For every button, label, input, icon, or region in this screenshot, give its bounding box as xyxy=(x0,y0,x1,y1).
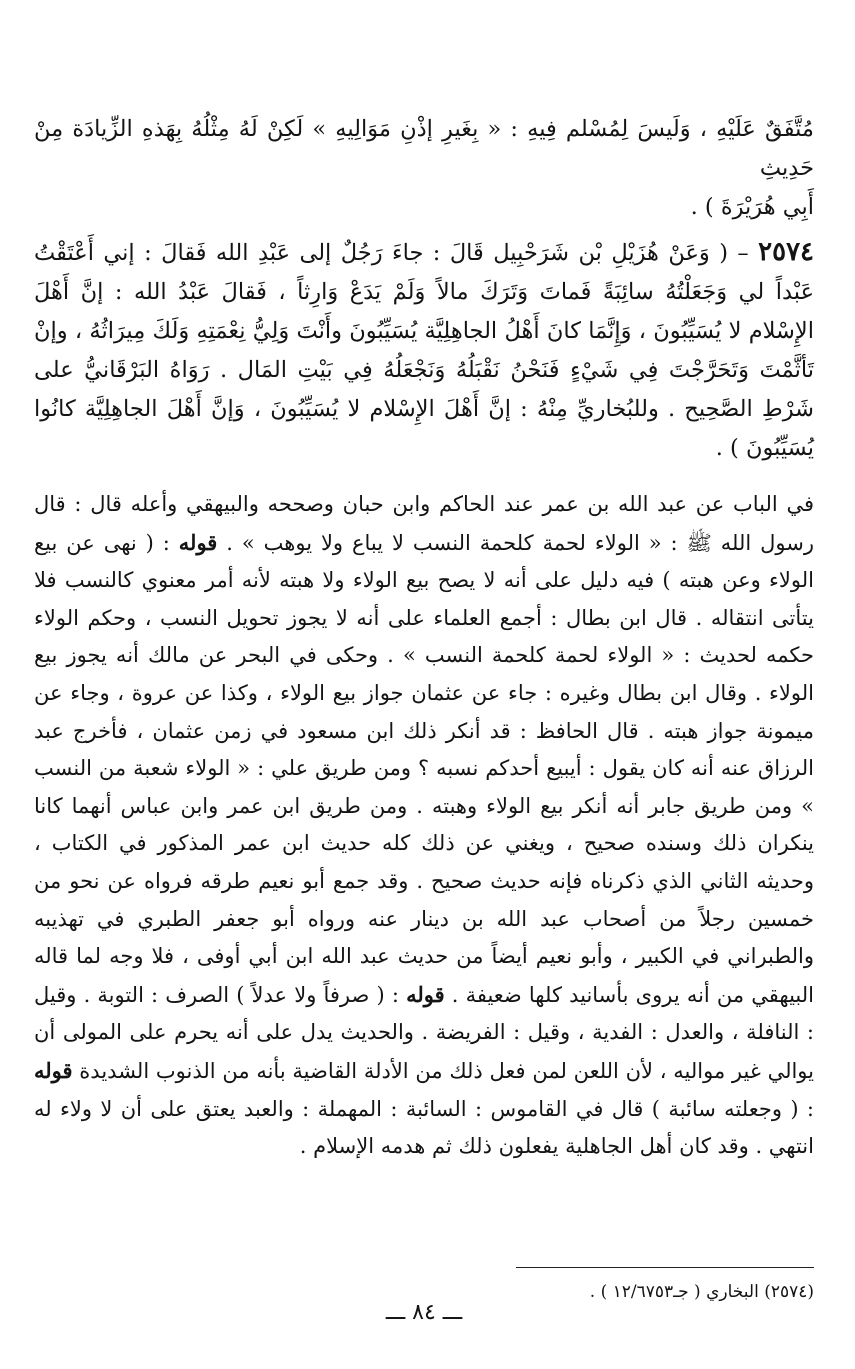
page-number: ـــ ٨٤ ـــ xyxy=(385,1300,463,1325)
previous-hadith-tail-line1: مُتَّفَقٌ عَلَيْهِ ، وَلَيسَ لِمُسْلم فِيهِ : « بِغَيرِ إذْنِ مَوَالِيهِ » لَكِنْ لَهُ مِثْلُهُ بِهَذهِ الزِّيادَة مِنْ حَدِيثِ xyxy=(34,116,814,181)
previous-hadith-tail-line2: أَبِي هُرَيْرَةَ ) . xyxy=(690,194,814,220)
hadith-text xyxy=(34,233,814,468)
commentary-part-3: : ( صرفاً ولا عدلاً ) الصرف : التوبة . وقيل : النافلة ، والعدل : الفدية ، وقيل : الفريضة . والحديث يدل على أنه يحرم على المولى أن يوالي غير مواليه ، لأن اللعن لمن فعل ذلك من الأدلة القاضية بأنه من الذنوب الشديدة xyxy=(34,982,815,1083)
hadith-number: ٢٥٧٤ xyxy=(758,237,814,267)
hadith-body: – ( وَعَنْ هُزَيْلِ بْن شَرَحْبِيل قَالَ : جاءَ رَجُلٌ إلى عَبْدِ الله فَقالَ : إني أَعْتَقْتُ عَبْداً لي وَجَعَلْتُهُ سائِبَةً فَماتَ وَتَرَكَ مالاً وَلَمْ يَدَعْ وَارِثاً ، فَقالَ عَبْدُ الله : إنَّ أَهْلَ الإِسْلام لا يُسَيِّبُونَ ، وَإِنَّمَا كانَ أَهْلُ الجاهِلِيَّة يُسَيِّبُونَ وأَنْتَ وَلِيُّ نِعْمَتِهِ وَلَكَ مِيرَاثُهُ ، وإنْ تَأثَّمْتَ وَتَحَرَّجْتَ فِي شَيْءٍ فَنَحْنُ نَقْبَلُهُ وَنَجْعَلُهُ فِي بَيْتِ المَال . رَوَاهُ البَرْقَانيُّ على شَرْطِ الصَّحِيح . وللبُخاريِّ مِنْهُ : إنَّ أَهْلَ الإِسْلام لا يُسَيِّبُونَ ، وَإنَّ أَهْلَ الجاهِلِيَّة كانُوا يُسَيِّبُونَ ) . xyxy=(34,240,814,461)
footnote-divider xyxy=(516,1267,814,1268)
keyword-qawluhu: قوله xyxy=(34,1057,73,1083)
commentary-paragraph xyxy=(34,486,814,1166)
keyword-qawluhu: قوله xyxy=(178,529,218,555)
footnote: (٢٥٧٤) البخاري ( جـ١٢/٦٧٥٣ ) . xyxy=(589,1282,814,1302)
commentary-section xyxy=(34,486,814,1166)
commentary-part-4: : ( وجعلته سائبة ) قال في القاموس : السائبة : المهملة : والعبد يعتق على أن لا ولاء له انتهي . وقد كان أهل الجاهلية يفعلون ذلك ثم هدمه الإسلام . xyxy=(34,1096,814,1159)
keyword-qawluhu: قوله xyxy=(406,981,445,1007)
commentary-intro: في الباب عن عبد الله بن عمر عند الحاكم وابن حبان وصححه والبيهقي وأعله قال : قال رسول الله ﷺ : « الولاء لحمة كلحمة النسب لا يباع ولا يوهب » . xyxy=(34,492,815,555)
commentary-part-2: : ( نهى عن بيع الولاء وعن هبته ) فيه دليل على أنه لا يصح بيع الولاء ولا هبته لأنه أمر معنوي كالنسب فلا يتأتى انتقاله . قال ابن بطال : أجمع العلماء على أنه لا يجوز تحويل النسب ، وحكم الولاء حكمه لحديث : « الولاء لحمة كلحمة النسب » . وحكى في البحر عن مالك أنه يجوز بيع الولاء . وقال ابن بطال وغيره : جاء عن عثمان جواز بيع الولاء ، وكذا عن عروة ، وجاء عن ميمونة جواز هبته . قال الحافظ : قد أنكر ذلك ابن مسعود في زمن عثمان ، فأخرج عبد الرزاق عنه أنه كان يقول : أيبيع أحدكم نسبه ؟ ومن طريق علي : « الولاء شعبة من النسب » ومن طريق جابر أنه أنكر بيع الولاء وهبته . ومن طريق ابن عمر وابن عباس أنهما كانا ينكران ذلك وسنده صحيح ، ويغني عن ذلك كله حديث ابن عمر المذكور في الكتاب ، وحديثه الثاني الذي ذكرناه فإنه حديث صحيح . وقد جمع أبو نعيم طرقه فرواه عن نحو من خمسين رجلاً من أصحاب عبد الله بن دينار عنه ورواه أبو جعفر الطبري في تهذيبه والطبراني في الكبير ، وأبو نعيم أيضاً من حديث عبد الله ابن أبي أوفى ، فلا وجه لما قاله البيهقي من أنه يروى بأسانيد كلها ضعيفة . xyxy=(34,530,814,1007)
previous-hadith-tail-end xyxy=(34,188,814,227)
book-page xyxy=(34,110,814,1360)
hadith-section xyxy=(34,110,814,468)
previous-hadith-tail xyxy=(34,110,814,188)
